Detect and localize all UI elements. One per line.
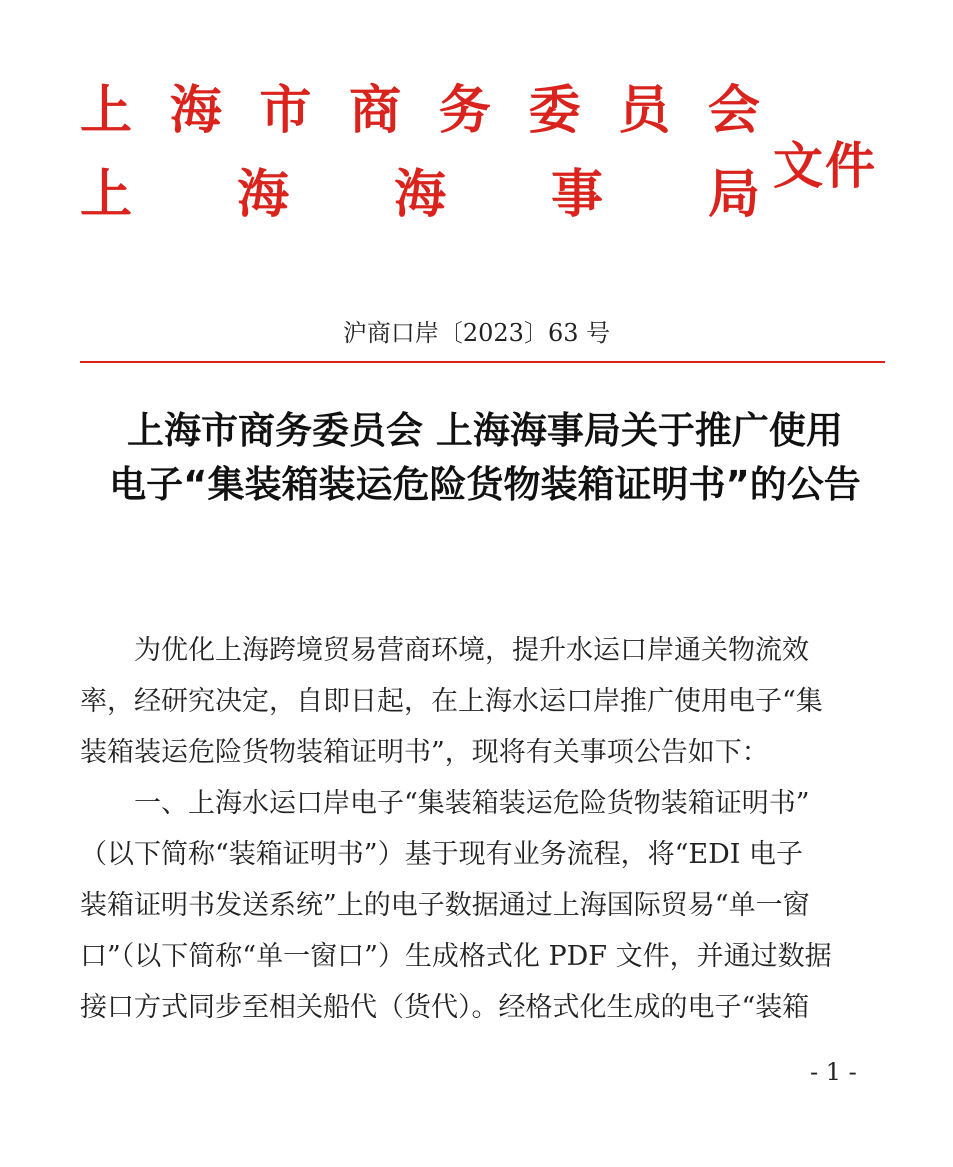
issuer-char: 上: [80, 165, 133, 225]
body-line: 装箱证明书发送系统”上的电子数据通过上海国际贸易“单一窗: [80, 890, 810, 921]
issuer-char: 海: [393, 165, 446, 225]
body-text: [80, 625, 885, 1033]
document-title: [80, 404, 890, 512]
issuer-char: 会: [707, 81, 760, 141]
issuer-commerce-commission: [80, 82, 760, 166]
issuer-block: [80, 82, 760, 250]
body-line: 口”（以下简称“单一窗口”）生成格式化 PDF 文件，并通过数据: [80, 941, 832, 972]
issuer-char: 海: [169, 81, 222, 141]
issuer-char: 务: [438, 81, 491, 141]
body-line: 装箱装运危险货物装箱证明书”，现将有关事项公告如下：: [80, 737, 769, 768]
issuer-char: 员: [618, 81, 671, 141]
issuer-char: 海: [236, 165, 289, 225]
issuer-char: 上: [80, 81, 133, 141]
issuer-char: 委: [528, 81, 581, 141]
red-divider-line: [80, 361, 885, 363]
page-number: - 1 -: [810, 1058, 857, 1086]
issuer-char: 局: [707, 165, 760, 225]
body-line: 率，经研究决定，自即日起，在上海水运口岸推广使用电子“集: [80, 686, 823, 717]
body-line: （以下简称“装箱证明书”）基于现有业务流程，将“EDI 电子: [80, 839, 804, 870]
issuer-maritime-bureau: [80, 166, 760, 250]
body-line: 接口方式同步至相关船代（货代）。经格式化生成的电子“装箱: [80, 992, 810, 1023]
title-line: 上海市商务委员会 上海海事局关于推广使用: [127, 409, 843, 452]
body-line: 为优化上海跨境贸易营商环境，提升水运口岸通关物流效: [134, 635, 809, 666]
body-line: 一、上海水运口岸电子“集装箱装运危险货物装箱证明书”: [134, 788, 810, 819]
issuer-char: 市: [259, 81, 312, 141]
document-label: 文件: [773, 137, 877, 195]
title-line: 电子“集装箱装运危险货物装箱证明书”的公告: [109, 463, 861, 506]
issuer-char: 事: [550, 165, 603, 225]
issuer-char: 商: [349, 81, 402, 141]
document-number: 沪商口岸〔2023〕63 号: [342, 319, 611, 347]
